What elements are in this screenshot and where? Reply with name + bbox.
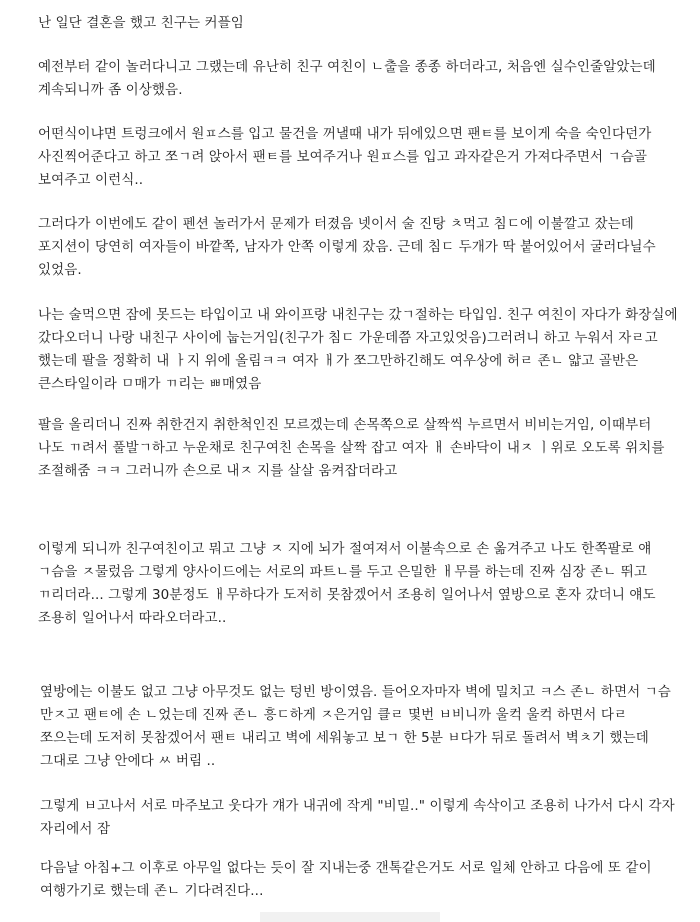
paragraph-9: 그렇게 ㅂ고나서 서로 마주보고 웃다가 걔가 내귀에 작게 "비밀.." 이렇게 속삭이고 조용히 나가서 다시 각자 자리에서 잠 (40, 798, 675, 837)
paragraph-1: 난 일단 결혼을 했고 친구는 커플임 (38, 15, 244, 31)
bottom-scroll-edge (260, 912, 440, 922)
paragraph-10: 다음날 아침+그 이후로 아무일 없다는 듯이 잘 지내는중 갠톡같은거도 서로 일체 안하고 다음에 또 같이 여행가기로 했는데 존ㄴ 기다려진다... (40, 860, 652, 899)
paragraph-8: 옆방에는 이불도 없고 그냥 아무것도 없는 텅빈 방이였음. 들어오자마자 벽에 밀치고 ㅋ스 존ㄴ 하면서 ㄱ슴 만ㅈ고 팬ㅌ에 손 ㄴ었는데 진짜 존ㄴ 흥ㄷ하게 ㅈ은거임 클ㄹ 몇번 ㅂ비니까 울컥 울컥 하면서 다ㄹ 쪼으는데 도저히 못참겠어서 팬ㅌ 내리고 벽에 세워놓고 보ㄱ 한 5분 ㅂ다가 뒤로 돌려서 벽ㅊ기 했는데 그대로 그냥 안에다 ㅆ 버림 .. (40, 684, 671, 769)
paragraph-2: 예전부터 같이 놀러다니고 그랬는데 유난히 친구 여친이 ㄴ출을 종종 하더라고, 처음엔 실수인줄알았는데 계속되니까 좀 이상했음. (38, 59, 656, 98)
section-gap (0, 650, 700, 664)
paragraph-5: 나는 술먹으면 잠에 못드는 타입이고 내 와이프랑 내친구는 갔ㄱ절하는 타입임. 친구 여친이 자다가 화장실에 갔다오더니 나랑 내친구 사이에 눕는거임(친구가 침ㄷ 가운데쯤 자고있엇음)그러려니 하고 누워서 자ㄹ고 했는데 팔을 정확히 내 ㅏ지 위에 올림ㅋㅋ 여자 ㅐ가 쪼그만하긴해도 여우상에 허ㄹ 존ㄴ 얇고 골반은 큰스타일이라 ㅁ매가 ㄲ리는 ㅃ매였음 (38, 307, 678, 392)
paragraph-7: 이렇게 되니까 친구여친이고 뭐고 그냥 ㅈ 지에 뇌가 절여져서 이불속으로 손 옮겨주고 나도 한쪽팔로 얘 ㄱ슴을 ㅈ물렀음 그렇게 양사이드에는 서로의 파트ㄴ를 두고 은밀한 ㅐ무를 하는데 진짜 심장 존ㄴ 뛰고 ㄲ리더라... 그렇게 30분정도 ㅐ무하다가 도저히 못참겠어서 조용히 일어나서 옆방으로 혼자 갔더니 얘도 조용히 일어나서 따라오더라고.. (38, 541, 656, 626)
paragraph-3: 어떤식이냐면 트렁크에서 원ㅍ스를 입고 물건을 꺼낼때 내가 뒤에있으면 팬ㅌ를 보이게 숙을 숙인다던가 사진찍어준다고 하고 쪼ㄱ려 앉아서 팬ㅌ를 보여주거나 원ㅍ스를 입고 과자같은거 가져다주면서 ㄱ슴골 보여주고 이런식.. (38, 126, 652, 188)
paragraph-6: 팔을 올리더니 진짜 취한건지 취한척인진 모르겠는데 손목쪽으로 살짝씩 누르면서 비비는거임, 이때부터 나도 ㄲ려서 풀발ㄱ하고 누운채로 친구여친 손목을 살짝 잡고 여자 ㅐ 손바닥이 내ㅈ ㅣ위로 오도록 위치를 조절해줌 ㅋㅋ 그러니까 손으로 내ㅈ 지를 살살 움켜잡더라고 (38, 417, 665, 479)
paragraph-4: 그러다가 이번에도 같이 펜션 놀러가서 문제가 터졌음 넷이서 술 진탕 ㅊ먹고 침ㄷ에 이불깔고 잤는데 포지션이 당연히 여자들이 바깥쪽, 남자가 안쪽 이렇게 잤음. 근데 침ㄷ 두개가 딱 붙어있어서 굴러다닐수 있었음. (38, 216, 656, 278)
